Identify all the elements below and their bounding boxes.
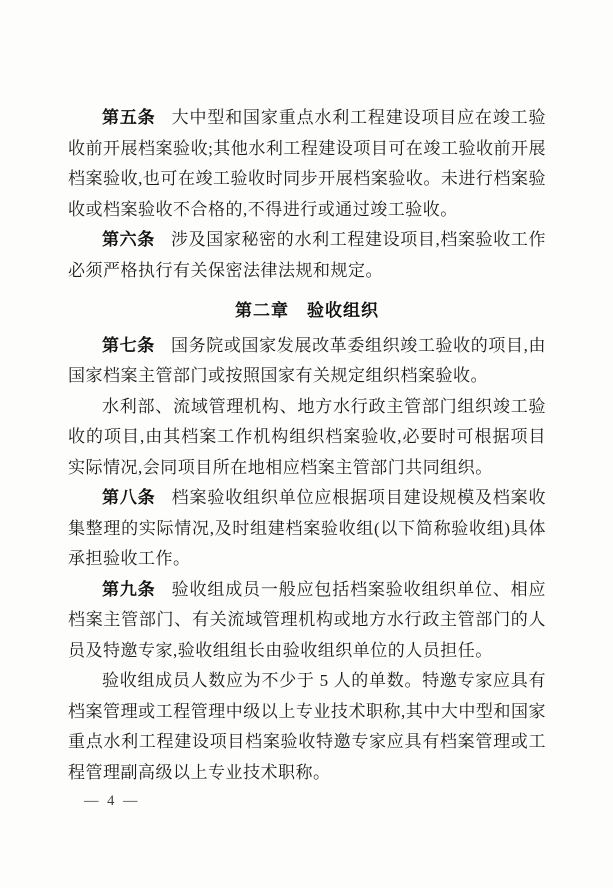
paragraph-text: 大中型和国家重点水利工程建设项目应在竣工验收前开展档案验收;其他水利工程建设项目可在竣工验收前开展档案验收,也可在竣工验收时同步开展档案验收。未进行档案验收或档案验收不合格的,不得进行或通过竣工验收。 (68, 108, 547, 219)
paragraph-text: 涉及国家秘密的水利工程建设项目,档案验收工作必须严格执行有关保密法律法规和规定。 (68, 230, 547, 280)
article-number: 第九条 (102, 579, 156, 599)
article-number: 第七条 (102, 335, 155, 355)
document-paragraph (68, 225, 546, 286)
document-paragraph (68, 103, 546, 225)
paragraph-text: 水利部、流域管理机构、地方水行政主管部门组织竣工验收的项目,由其档案工作机构组织档案验收,必要时可根据项目实际情况,会同项目所在地相应档案主管部门共同组织。 (68, 396, 546, 477)
page-number: — 4 — (84, 793, 140, 809)
document-body (68, 103, 546, 788)
document-paragraph (68, 666, 546, 788)
article-number: 第五条 (102, 108, 156, 127)
article-number: 第八条 (102, 488, 156, 507)
document-paragraph (68, 575, 546, 667)
paragraph-text: 档案验收组织单位应根据项目建设规模及档案收集整理的实际情况,及时组建档案验收组(以下简称验收组)具体承担验收工作。 (68, 488, 547, 568)
paragraph-text: 验收组成员人数应为不少于 5 人的单数。特邀专家应具有档案管理或工程管理中级以上专业技术职称,其中大中型和国家重点水利工程建设项目档案验收特邀专家应具有档案管理或工程管理副高级以上专业技术职称。 (68, 671, 546, 782)
document-paragraph (68, 483, 546, 575)
document-paragraph (68, 331, 546, 392)
chapter-heading: 第二章 验收组织 (235, 301, 379, 320)
paragraph-text: 国务院或国家发展改革委组织竣工验收的项目,由国家档案主管部门或按照国家有关规定组织档案验收。 (68, 335, 547, 385)
document-paragraph (68, 392, 546, 484)
paragraph-text: 验收组成员一般应包括档案验收组织单位、相应档案主管部门、有关流域管理机构或地方水行政主管部门的人员及特邀专家,验收组组长由验收组织单位的人员担任。 (68, 579, 547, 660)
article-number: 第六条 (102, 230, 155, 249)
